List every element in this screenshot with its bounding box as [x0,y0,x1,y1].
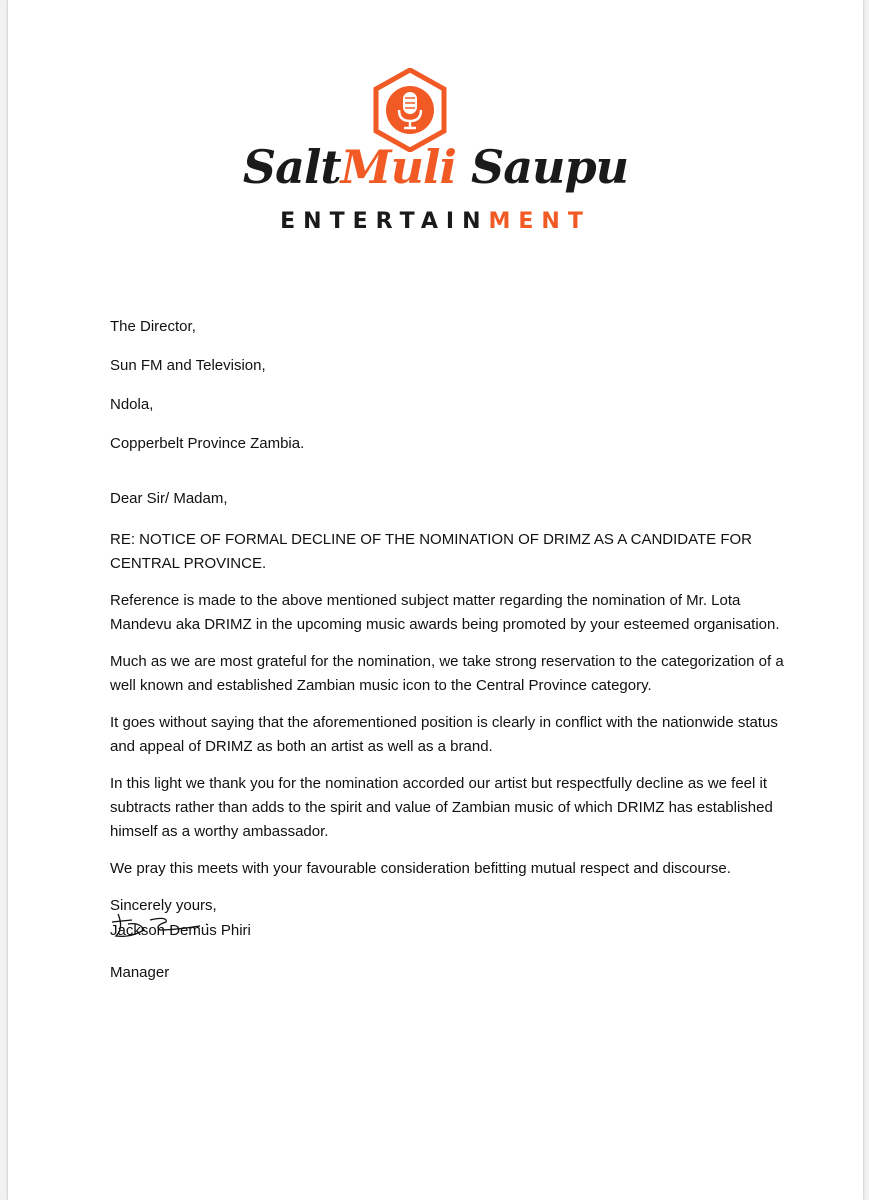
signature-block [110,918,790,944]
company-logo [8,68,863,248]
paragraph: Much as we are most grateful for the nomination, we take strong reservation to the categorization of a well known and established Zambian music icon to the Central Province category. [110,653,784,694]
paragraph: In this light we thank you for the nomination accorded our artist but respectfully decline as we feel it subtracts rather than adds to the spirit and value of Zambian music of which DRIMZ has established himself as a worthy ambassador. [110,775,773,840]
paragraph: We pray this meets with your favourable consideration befitting mutual respect and discourse. [110,860,731,877]
signatory-name: Jackson Demus Phiri [110,922,251,939]
paragraph: Reference is made to the above mentioned subject matter regarding the nomination of Mr. Lota Mandevu aka DRIMZ in the upcoming music awards being promoted by your esteemed organisation. [110,592,780,633]
logo-script-part2: Muli [340,140,456,194]
recipient-line-1: The Director, [110,318,196,335]
recipient-line-3: Ndola, [110,396,154,413]
logo-script-text [8,140,863,194]
logo-script-part3: Saupu [471,140,629,194]
letter-body [110,316,790,984]
signatory-title: Manager [110,964,170,981]
subject-line: RE: NOTICE OF FORMAL DECLINE OF THE NOMINATION OF DRIMZ AS A CANDIDATE FOR CENTRAL PROVINCE. [110,531,752,572]
recipient-line-4: Copperbelt Province Zambia. [110,435,305,452]
salutation: Dear Sir/ Madam, [110,490,228,507]
recipient-line-2: Sun FM and Television, [110,357,266,374]
paragraph: It goes without saying that the aforementioned position is clearly in conflict with the nationwide status and appeal of DRIMZ as both an artist as well as a brand. [110,714,778,755]
logo-word-part2: MENT [488,209,591,234]
closing: Sincerely yours, [110,897,217,914]
logo-word-part1: ENTERTAIN [280,209,489,234]
letter-page [8,0,863,1200]
logo-script-part1: Salt [242,140,341,194]
logo-wordmark [8,208,863,236]
